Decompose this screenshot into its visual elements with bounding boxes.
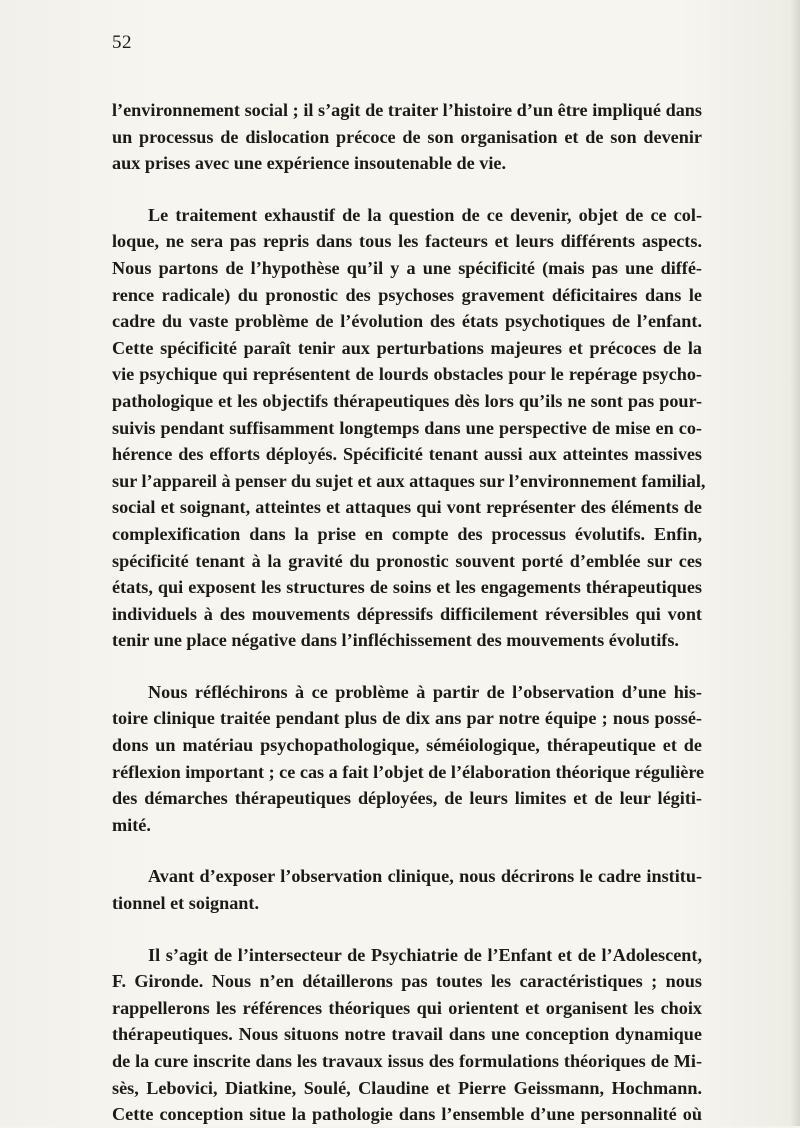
paragraph-2	[112, 202, 706, 654]
text-line: suivis pendant suffisamment longtemps dans une perspective de mise en co-	[112, 417, 702, 438]
text-line: tionnel et soignant.	[112, 893, 260, 914]
text-line: dons un matériau psychopathologique, séméiologique, thérapeutique et de	[112, 735, 702, 756]
text-line: états, qui exposent les structures de soins et les engagements thérapeutiques	[112, 577, 702, 598]
text-line: tenir une place négative dans l’infléchissement des mouvements évolutifs.	[112, 630, 679, 651]
text-line: thérapeutiques. Nous situons notre travail dans une conception dynamique	[112, 1024, 702, 1045]
text-line: toire clinique traitée pendant plus de dix ans par notre équipe ; nous possé-	[112, 708, 702, 729]
text-line: réflexion important ; ce cas a fait l’objet de l’élaboration théorique régulière	[112, 761, 705, 782]
body-text	[112, 97, 706, 1128]
text-line: Cette spécificité paraît tenir aux perturbations majeures et précoces de la	[112, 337, 702, 358]
text-line: rappellerons les références théoriques qui orientent et organisent les choix	[112, 997, 702, 1018]
text-line: cadre du vaste problème de l’évolution des états psychotiques de l’enfant.	[112, 311, 702, 332]
text-line: mité.	[112, 814, 151, 835]
text-line: Nous réfléchirons à ce problème à partir de l’observation d’une his-	[148, 681, 702, 702]
text-line: Nous partons de l’hypothèse qu’il y a une spécificité (mais pas une diffé-	[112, 257, 702, 278]
text-line: pathologique et les objectifs thérapeutiques dès lors qu’ils ne sont pas pour-	[112, 390, 702, 411]
text-line: vie psychique qui représentent de lourds obstacles pour le repérage psycho-	[112, 364, 702, 385]
text-line: rence radicale) du pronostic des psychoses gravement déficitaires dans le	[112, 284, 702, 305]
text-line: hérence des efforts déployés. Spécificité tenant aussi aux atteintes massives	[112, 444, 702, 465]
text-line: spécificité tenant à la gravité du pronostic souvent porté d’emblée sur ces	[112, 550, 702, 571]
text-line: individuels à des mouvements dépressifs difficilement réversibles qui vont	[112, 603, 702, 624]
paragraph-3	[112, 679, 705, 839]
text-line: social et soignant, atteintes et attaques qui vont représenter des éléments de	[112, 497, 702, 518]
text-line: aux prises avec une expérience insoutenable de vie.	[112, 153, 507, 174]
text-line: sès, Lebovici, Diatkine, Soulé, Claudine et Pierre Geissmann, Hochmann.	[112, 1077, 702, 1098]
paragraph-5	[112, 942, 702, 1128]
paragraph-1	[112, 97, 702, 177]
text-line: Il s’agit de l’intersecteur de Psychiatrie de l’Enfant et de l’Adolescent,	[148, 944, 702, 965]
text-line: Avant d’exposer l’observation clinique, nous décrirons le cadre institu-	[148, 866, 702, 887]
text-line: complexification dans la prise en compte des processus évolutifs. Enfin,	[112, 523, 702, 544]
text-line: Le traitement exhaustif de la question de ce devenir, objet de ce col-	[148, 204, 702, 225]
text-line: un processus de dislocation précoce de son organisation et de son devenir	[112, 126, 702, 147]
text-line: des démarches thérapeutiques déployées, de leurs limites et de leur légiti-	[112, 788, 702, 809]
page-number: 52	[112, 32, 132, 53]
text-line: Cette conception situe la pathologie dans l’ensemble d’une personnalité où	[112, 1104, 702, 1125]
text-line: de la cure inscrite dans les travaux issus des formulations théoriques de Mi-	[112, 1051, 702, 1071]
text-line: sur l’appareil à penser du sujet et aux attaques sur l’environnement familial,	[112, 470, 706, 491]
page-edge-shadow	[790, 0, 800, 1126]
text-line: F. Gironde. Nous n’en détaillerons pas toutes les caractéristiques ; nous	[112, 971, 702, 992]
text-line: loque, ne sera pas repris dans tous les facteurs et leurs différents aspects.	[112, 231, 702, 252]
paragraph-4	[112, 863, 702, 916]
text-line: l’environnement social ; il s’agit de traiter l’histoire d’un être impliqué dans	[112, 100, 702, 120]
